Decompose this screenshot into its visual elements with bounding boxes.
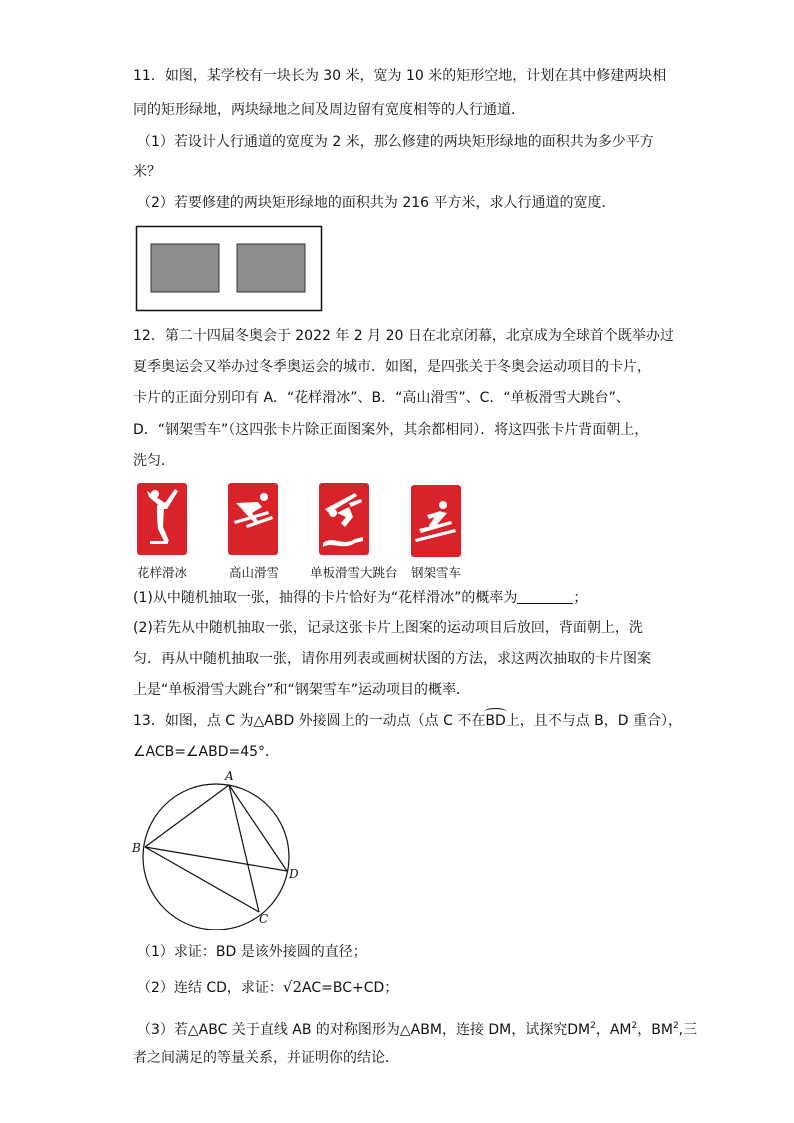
arc-bd: BD [485,713,506,729]
q12-stem-line2: 夏季奥运会又举办过冬季奥运会的城市．如图，是四张关于冬奥会运动项目的卡片， [133,359,651,375]
q12-part1-end: ； [573,590,588,606]
q12-stem-line3: 卡片的正面分别印有 A．“花样滑冰”、B．“高山滑雪”、C．“单板滑雪大跳台”、 [133,390,630,406]
point-label-a: A [225,769,234,783]
sqrt-2: √2 [282,978,303,996]
q11-part2: （2）若要修建的两块矩形绿地的面积共为 216 平方米，求人行通道的宽度． [137,195,616,211]
q13-part2 [137,977,398,998]
exp-bm: 2 [672,1021,679,1031]
q12-stem-line4: D．“钢架雪车”（这四张卡片除正面图案外，其余都相同）．将这四张卡片背面朝上， [133,422,649,438]
point-label-c: C [259,912,269,926]
card-label-skeleton: 钢架雪车 [411,565,462,580]
circumcircle [143,784,289,930]
q12-part1 [133,588,587,608]
exp-am: 2 [631,1021,638,1031]
q13-part2-a: （2）连结 CD，求证： [137,980,283,996]
q13-part2-b: AC=BC+CD； [302,980,399,996]
exp-dm: 2 [590,1021,596,1031]
q13-part1: （1）求证：BD 是该外接圆的直径； [137,944,367,960]
q13-part3-line1 [137,1016,697,1040]
segment-ac [229,785,259,912]
card-label-figure-skating: 花样滑冰 [137,565,188,580]
sep-3: ,三 [678,1022,698,1038]
card-snowboard-big-air [319,483,369,555]
q12-part1-text: (1)从中随机抽取一张，抽得的卡片恰好为“花样滑冰”的概率为 [133,590,518,606]
q11-stem-line2: 同的矩形绿地，两块绿地之间及周边留有宽度相等的人行通道． [133,102,525,118]
q12-stem-line5: 洗匀． [133,453,175,469]
segment-ab [145,785,229,847]
q12-part2-line3: 上是“单板滑雪大跳台”和“钢架雪车”运动项目的概率． [133,682,471,698]
answer-blank[interactable] [517,589,573,604]
q11-part1-line1: （1）若设计人行通道的宽度为 2 米，那么修建的两块矩形绿地的面积共为多少平方 [137,134,654,150]
card-label-alpine-skiing: 高山滑雪 [229,565,280,580]
point-label-b: B [132,841,141,855]
term-bm: BM [651,1022,673,1038]
q12-part2-line2: 匀．再从中随机抽取一张，请你用列表或画树状图的方法，求这两次抽取的卡片图案 [133,651,651,667]
term-dm: DM [567,1022,591,1038]
q11-field-figure [135,225,325,315]
q12-part2-line1: (2)若先从中随机抽取一张，记录这张卡片上图案的运动项目后放回，背面朝上，洗 [133,620,643,636]
q11-stem-line1: 11．如图，某学校有一块长为 30 米，宽为 10 米的矩形空地，计划在其中修建两块相 [133,68,667,84]
q13-circle-figure [125,766,310,930]
card-label-snowboard-big-air: 单板滑雪大跳台 [310,565,398,580]
green-plot-left [151,244,219,292]
point-label-d: D [289,867,299,881]
green-plot-right [237,244,305,292]
card-figure-skating [137,483,187,555]
q13-stem-line1-b: 上，且不与点 B，D 重合）， [505,713,683,729]
card-alpine-skiing [228,483,278,555]
sep-2: ， [637,1022,652,1038]
sep-1: ， [595,1022,610,1038]
q13-part3-a: （3）若△ABC 关于直线 AB 的对称图形为△ABM，连接 DM，试探究 [137,1022,568,1038]
q13-stem-line1 [133,711,682,731]
q13-part3-line2: 者之间满足的等量关系，并证明你的结论． [133,1050,399,1066]
q13-stem-line1-a: 13．如图，点 C 为△ABD 外接圆上的一动点（点 C 不在 [133,713,486,729]
card-skeleton [411,485,461,557]
q11-part1-line2: 米？ [133,164,161,180]
q13-stem-line2: ∠ACB=∠ABD=45°． [133,744,280,760]
term-am: AM [609,1022,632,1038]
q12-stem-line1: 12．第二十四届冬奥会于 2022 年 2 月 20 日在北京闭幕，北京成为全球首个既举办过 [133,328,674,344]
